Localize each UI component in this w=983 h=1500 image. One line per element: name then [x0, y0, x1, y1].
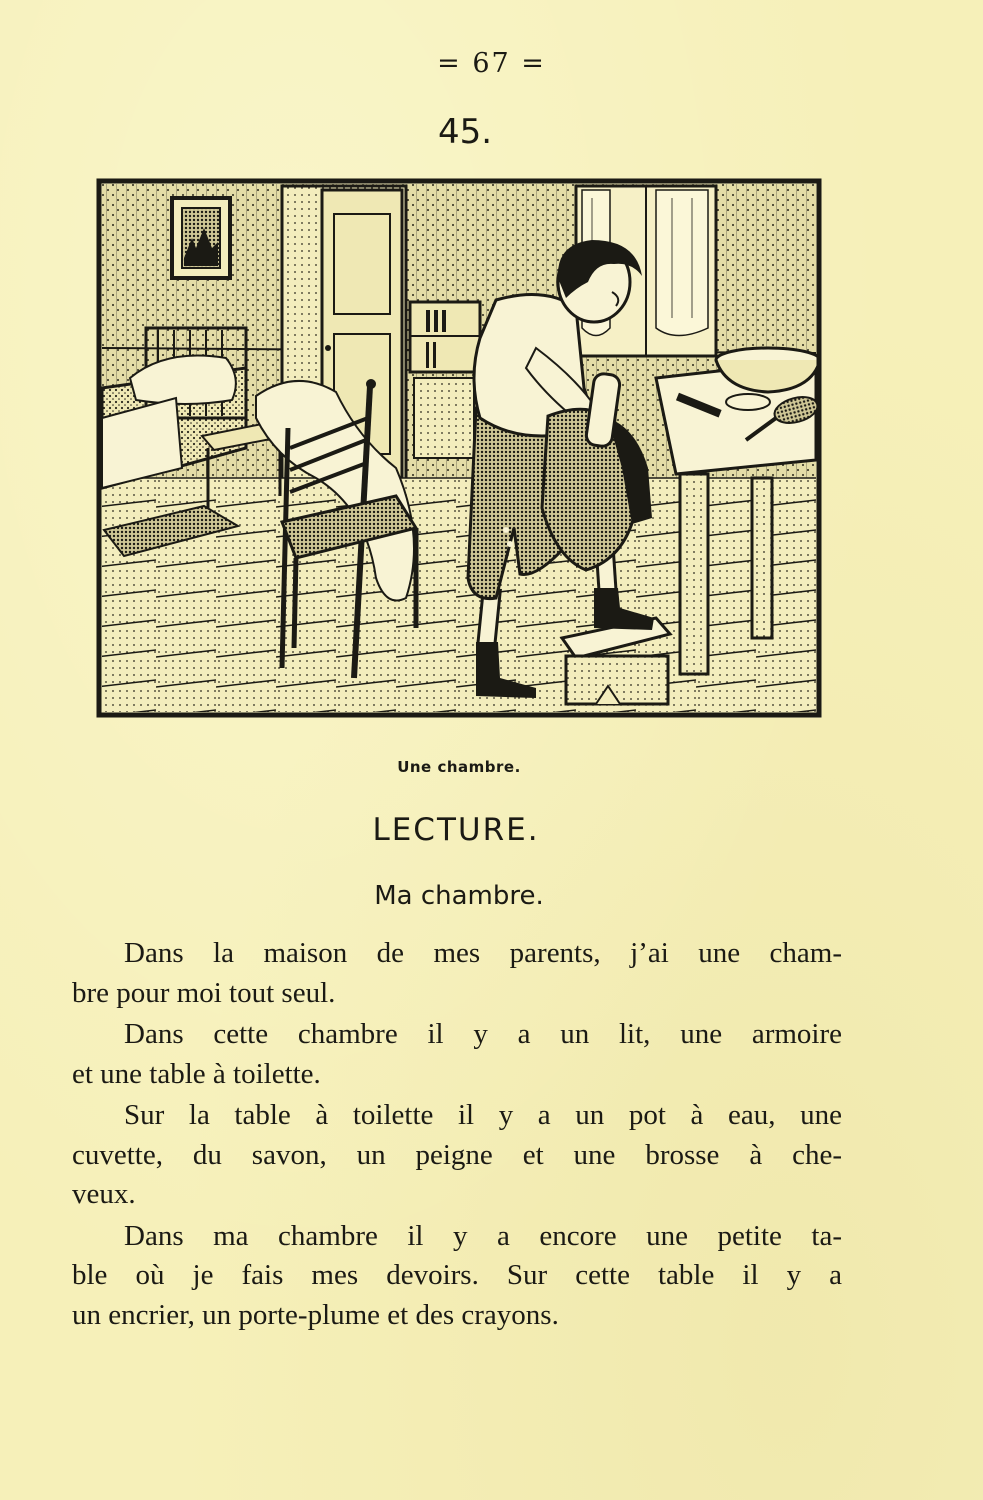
text-line: cuvette, du savon, un peigne et une brosse à che- [72, 1138, 842, 1171]
text-line: bre pour moi tout seul. [72, 976, 336, 1009]
bedroom-illustration-icon [96, 178, 822, 718]
text-line: Dans cette chambre il y a un lit, une armoire [124, 1018, 842, 1050]
text-line: Dans ma chambre il y a encore une petite ta- [124, 1219, 842, 1252]
text-line: et une table à toilette. [72, 1057, 321, 1090]
reading-title: Ma chambre. [374, 881, 544, 911]
reading-text [72, 934, 842, 1335]
lesson-number: 45. [437, 112, 493, 152]
text-line: un encrier, un porte-plume et des crayons. [72, 1298, 559, 1331]
page-number: = 67 = [437, 48, 546, 79]
section-title: LECTURE. [372, 812, 540, 848]
text-line: veux. [72, 1178, 136, 1210]
illustration-caption: Une chambre. [397, 758, 521, 776]
text-line: Sur la table à toilette il y a un pot à eau, une [124, 1099, 842, 1131]
bedroom-illustration [96, 178, 822, 718]
text-line: ble où je fais mes devoirs. Sur cette table il y a [72, 1259, 842, 1291]
text-line: Dans la maison de mes parents, j’ai une cham- [124, 937, 842, 969]
